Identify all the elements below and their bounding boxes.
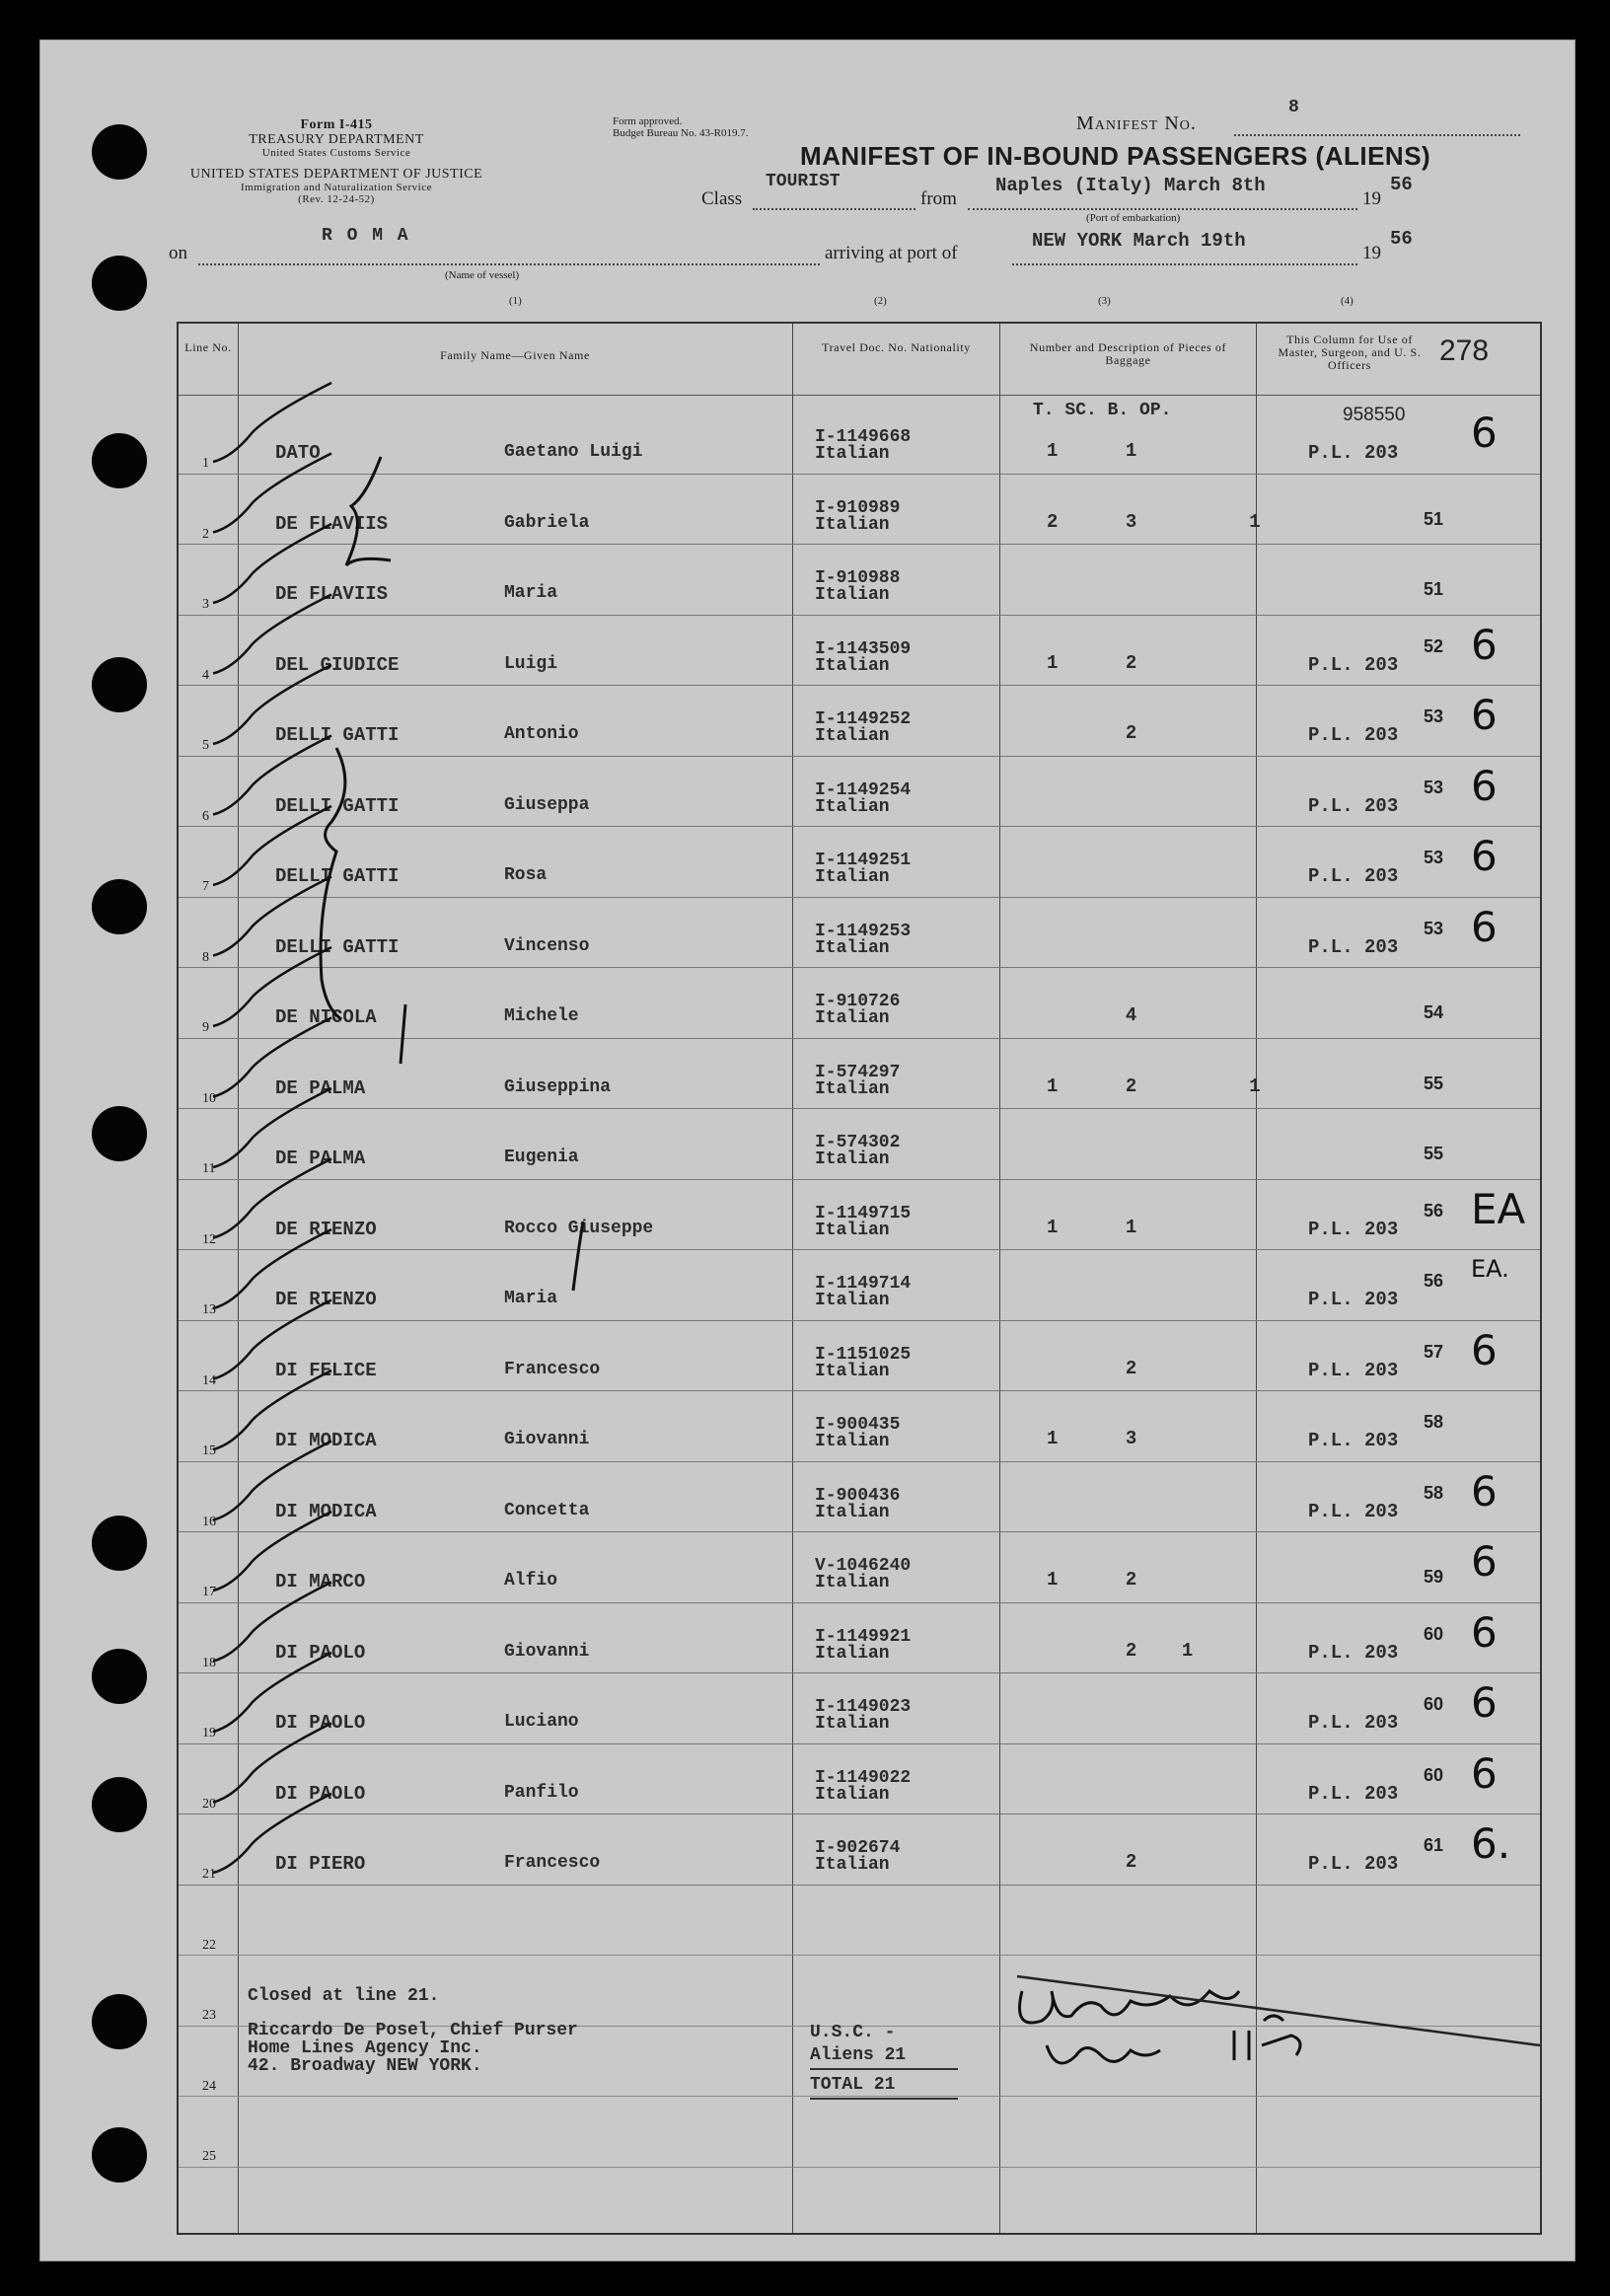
officer-number: 52 bbox=[1424, 635, 1444, 656]
check-tick bbox=[213, 1724, 331, 1803]
check-tick bbox=[213, 736, 331, 815]
revision: (Rev. 12-24-52) bbox=[298, 193, 375, 205]
officer-number: 60 bbox=[1424, 1623, 1444, 1644]
header-line-no: Line No. bbox=[184, 340, 232, 354]
public-law: P.L. 203 bbox=[1308, 1218, 1399, 1240]
from-value: Naples (Italy) March 8th bbox=[995, 175, 1266, 196]
punch-hole bbox=[92, 1994, 147, 2049]
nationality: Italian bbox=[815, 1149, 890, 1169]
header-name: Family Name—Given Name bbox=[440, 348, 590, 362]
nationality: Italian bbox=[815, 726, 890, 746]
manifest-page bbox=[39, 39, 1575, 2261]
port-embarkation-label: (Port of embarkation) bbox=[1086, 212, 1181, 224]
given-name: Eugenia bbox=[504, 1148, 579, 1167]
officer-number: 53 bbox=[1424, 777, 1444, 797]
nationality: Italian bbox=[815, 1502, 890, 1522]
handwritten-mark: EA bbox=[1471, 1184, 1526, 1233]
check-tick bbox=[213, 1512, 331, 1591]
handwritten-mark: 6 bbox=[1471, 620, 1498, 669]
line-number: 25 bbox=[202, 2149, 216, 2164]
travel-doc-number: I-1151025 bbox=[815, 1344, 912, 1365]
customs-service: United States Customs Service bbox=[261, 147, 411, 159]
nationality: Italian bbox=[815, 1432, 890, 1451]
family-name: DE FLAVIIS bbox=[275, 512, 389, 535]
travel-doc-number: I-910726 bbox=[815, 992, 901, 1011]
col-number-3: (3) bbox=[1098, 295, 1111, 307]
baggage-count: 2 bbox=[1047, 722, 1137, 744]
header-doc: Travel Doc. No. Nationality bbox=[822, 340, 971, 354]
punch-hole bbox=[92, 433, 147, 488]
line-number: 12 bbox=[202, 1231, 216, 1247]
handwritten-mark: 6. bbox=[1471, 1819, 1511, 1868]
officer-number: 58 bbox=[1424, 1412, 1444, 1432]
line-number: 1 bbox=[202, 456, 209, 471]
given-name: Panfilo bbox=[504, 1782, 579, 1803]
handwritten-mark: 6 bbox=[1471, 1537, 1498, 1586]
public-law: P.L. 203 bbox=[1308, 1500, 1399, 1522]
family-name: DE PALMA bbox=[275, 1148, 366, 1169]
family-name: DI PAOLO bbox=[275, 1712, 366, 1734]
family-name: DE FLAVIIS bbox=[275, 583, 389, 605]
family-name: DELLI GATTI bbox=[275, 865, 400, 887]
family-name: DELLI GATTI bbox=[275, 794, 400, 817]
check-tick bbox=[213, 1300, 331, 1379]
travel-doc-number: I-1149252 bbox=[815, 709, 912, 729]
nationality: Italian bbox=[815, 1643, 890, 1664]
given-name: Concetta bbox=[504, 1500, 590, 1520]
line-number: 10 bbox=[202, 1090, 216, 1106]
nationality: Italian bbox=[815, 937, 890, 958]
col-number-2: (2) bbox=[874, 295, 887, 307]
handwritten-mark: EA. bbox=[1471, 1255, 1509, 1283]
given-name: Rosa bbox=[504, 865, 548, 885]
col-number-4: (4) bbox=[1341, 295, 1354, 307]
travel-doc-number: I-910988 bbox=[815, 568, 901, 588]
family-name: DI PIERO bbox=[275, 1853, 366, 1875]
travel-doc-number: I-902674 bbox=[815, 1838, 901, 1858]
check-tick bbox=[213, 454, 331, 533]
officer-number: 58 bbox=[1424, 1482, 1444, 1503]
travel-doc-number: I-1149715 bbox=[815, 1203, 912, 1223]
travel-doc-number: I-910989 bbox=[815, 497, 901, 518]
officer-number: 53 bbox=[1424, 848, 1444, 867]
baggage-count: 2 1 bbox=[1047, 1639, 1194, 1662]
year-prefix-from: 19 bbox=[1362, 188, 1381, 209]
baggage-count: 2 bbox=[1047, 1357, 1137, 1379]
brace-palma bbox=[401, 1004, 405, 1064]
baggage-count: 1 2 bbox=[1047, 1569, 1137, 1591]
family-name: DELLI GATTI bbox=[275, 724, 400, 746]
given-name: Maria bbox=[504, 1289, 558, 1308]
punch-hole bbox=[92, 256, 147, 311]
nationality: Italian bbox=[815, 1855, 890, 1875]
given-name: Luciano bbox=[504, 1712, 579, 1732]
travel-doc-number: V-1046240 bbox=[815, 1556, 912, 1576]
nationality: Italian bbox=[815, 1714, 890, 1734]
travel-doc-number: I-1149254 bbox=[815, 779, 912, 800]
given-name: Francesco bbox=[504, 1853, 601, 1873]
vessel-line bbox=[198, 263, 820, 265]
public-law: P.L. 203 bbox=[1308, 865, 1399, 887]
line-number: 9 bbox=[202, 1020, 209, 1035]
family-name: DEL GIUDICE bbox=[275, 653, 400, 676]
family-name: DE RIENZO bbox=[275, 1289, 377, 1310]
officer-number: 55 bbox=[1424, 1073, 1444, 1093]
public-law: P.L. 203 bbox=[1308, 1289, 1399, 1310]
form-approved bbox=[613, 115, 748, 139]
treasury-dept: TREASURY DEPARTMENT bbox=[249, 132, 424, 147]
handwritten-mark: 6 bbox=[1471, 902, 1498, 951]
given-name: Giuseppina bbox=[504, 1076, 612, 1097]
public-law: P.L. 203 bbox=[1308, 1782, 1399, 1805]
check-tick bbox=[213, 877, 331, 956]
travel-doc-number: I-1143509 bbox=[815, 638, 912, 659]
closed-note: Closed at line 21. bbox=[248, 1986, 440, 2006]
baggage-count: 1 1 bbox=[1047, 1216, 1137, 1238]
baggage-count: 2 3 1 bbox=[1047, 510, 1261, 533]
officer-number: 51 bbox=[1424, 579, 1444, 599]
line-number: 23 bbox=[202, 2008, 216, 2023]
travel-doc-number: I-1149921 bbox=[815, 1626, 912, 1647]
baggage-count: 2 bbox=[1047, 1851, 1137, 1873]
public-law: P.L. 203 bbox=[1308, 1853, 1399, 1875]
nationality: Italian bbox=[815, 444, 890, 464]
officer-number: 53 bbox=[1424, 706, 1444, 726]
public-law: P.L. 203 bbox=[1308, 442, 1399, 464]
baggage-count: 1 1 bbox=[1047, 440, 1137, 462]
punch-hole bbox=[92, 1649, 147, 1704]
class-label: Class bbox=[701, 188, 743, 209]
travel-doc-number: I-1149022 bbox=[815, 1767, 912, 1788]
line-number: 11 bbox=[202, 1161, 216, 1176]
officer-number: 55 bbox=[1424, 1144, 1444, 1163]
header-officers: This Column for Use of Master, Surgeon, and U. S. Officers bbox=[1278, 333, 1422, 372]
given-name: Luigi bbox=[504, 653, 558, 674]
arrival-line bbox=[1012, 263, 1357, 265]
travel-doc-number: I-1149253 bbox=[815, 921, 912, 941]
header-baggage: Number and Description of Pieces of Baggage bbox=[1029, 340, 1227, 367]
baggage-count: 1 2 bbox=[1047, 651, 1137, 674]
officer-signature bbox=[1020, 1991, 1301, 2063]
line-number: 19 bbox=[202, 1726, 216, 1741]
line-number: 6 bbox=[202, 808, 209, 824]
line-number: 5 bbox=[202, 738, 209, 753]
given-name: Giovanni bbox=[504, 1641, 590, 1662]
public-law: P.L. 203 bbox=[1308, 935, 1399, 958]
public-law: P.L. 203 bbox=[1308, 724, 1399, 746]
line-number: 15 bbox=[202, 1444, 216, 1458]
handwritten-mark: 6 bbox=[1471, 1607, 1498, 1657]
vessel-name: R O M A bbox=[322, 226, 410, 246]
check-tick bbox=[213, 1229, 331, 1308]
total-line: TOTAL 21 bbox=[810, 2075, 896, 2095]
family-name: DE RIENZO bbox=[275, 1218, 377, 1240]
baggage-count: 1 2 1 bbox=[1047, 1074, 1261, 1097]
passenger-table bbox=[177, 322, 1542, 2235]
from-label: from bbox=[920, 188, 957, 209]
year-prefix-arrive: 19 bbox=[1362, 243, 1381, 263]
check-tick bbox=[213, 1370, 331, 1449]
punch-hole bbox=[92, 879, 147, 934]
given-name: Gaetano Luigi bbox=[504, 442, 643, 462]
handwritten-mark: 6 bbox=[1471, 1466, 1498, 1516]
public-law: P.L. 203 bbox=[1308, 1712, 1399, 1734]
year-arrive: 56 bbox=[1390, 228, 1413, 250]
officer-number: 54 bbox=[1424, 1002, 1444, 1022]
justice-block bbox=[169, 167, 504, 205]
travel-doc-number: I-574297 bbox=[815, 1062, 901, 1082]
line-number: 18 bbox=[202, 1655, 216, 1670]
public-law: P.L. 203 bbox=[1308, 653, 1399, 676]
punch-hole bbox=[92, 2127, 147, 2183]
given-name: Michele bbox=[504, 1006, 579, 1026]
line-number: 20 bbox=[202, 1796, 216, 1812]
family-name: DE NICOLA bbox=[275, 1006, 377, 1028]
officer-number: 61 bbox=[1424, 1835, 1444, 1855]
check-tick bbox=[213, 524, 331, 603]
page-number: 278 bbox=[1439, 334, 1490, 367]
line-number: 24 bbox=[202, 2078, 216, 2094]
officer-number: 56 bbox=[1424, 1200, 1444, 1221]
line-number: 2 bbox=[202, 526, 209, 542]
officer-number: 60 bbox=[1424, 1694, 1444, 1714]
form-approved-text: Form approved. bbox=[613, 115, 683, 127]
punch-hole bbox=[92, 1777, 147, 1832]
nationality: Italian bbox=[815, 1291, 890, 1310]
manifest-no-line bbox=[1234, 134, 1520, 136]
officer-number: 56 bbox=[1424, 1271, 1444, 1291]
given-name: Francesco bbox=[504, 1359, 601, 1379]
line-number: 8 bbox=[202, 949, 209, 965]
baggage-count: 4 bbox=[1047, 1004, 1137, 1026]
handwritten-mark: 6 bbox=[1471, 408, 1498, 457]
ins-service: Immigration and Naturalization Service bbox=[240, 182, 433, 193]
given-name: Rocco Giuseppe bbox=[504, 1218, 654, 1238]
diagonal-rule bbox=[1017, 1976, 1540, 2045]
check-tick bbox=[213, 595, 331, 674]
form-header-block bbox=[188, 117, 484, 159]
line-number: 17 bbox=[202, 1585, 216, 1599]
budget-bureau: Budget Bureau No. 43-R019.7. bbox=[613, 127, 749, 139]
handwritten-mark: 6 bbox=[1471, 691, 1498, 739]
punch-hole bbox=[92, 657, 147, 712]
handwritten-mark: 6 bbox=[1471, 832, 1498, 880]
travel-doc-number: I-1149251 bbox=[815, 851, 912, 870]
punch-hole bbox=[92, 124, 147, 180]
family-name: DI MARCO bbox=[275, 1571, 366, 1592]
travel-doc-number: I-1149668 bbox=[815, 427, 912, 447]
purser-line: Riccardo De Posel, Chief Purser bbox=[248, 2021, 578, 2040]
officer-top-number: 958550 bbox=[1343, 405, 1406, 425]
nationality: Italian bbox=[815, 1573, 890, 1592]
punch-hole bbox=[92, 1516, 147, 1571]
address-line: 42. Broadway NEW YORK. bbox=[248, 2056, 482, 2076]
nationality: Italian bbox=[815, 1078, 890, 1099]
manifest-title: MANIFEST OF IN-BOUND PASSENGERS (ALIENS) bbox=[800, 141, 1431, 171]
officer-number: 57 bbox=[1424, 1341, 1444, 1362]
given-name: Alfio bbox=[504, 1571, 558, 1591]
baggage-types: T. SC. B. OP. bbox=[1033, 401, 1172, 420]
check-tick bbox=[213, 1583, 331, 1662]
line-number: 16 bbox=[202, 1514, 216, 1529]
check-tick bbox=[213, 1653, 331, 1732]
given-name: Gabriela bbox=[504, 512, 590, 533]
travel-doc-number: I-1149714 bbox=[815, 1274, 912, 1294]
nationality: Italian bbox=[815, 1361, 890, 1381]
family-name: DE PALMA bbox=[275, 1076, 366, 1099]
class-value: TOURIST bbox=[766, 172, 841, 191]
vessel-label: (Name of vessel) bbox=[445, 269, 520, 281]
family-name: DI PAOLO bbox=[275, 1782, 366, 1805]
check-tick bbox=[213, 665, 331, 744]
line-number: 21 bbox=[202, 1867, 216, 1882]
officer-number: 53 bbox=[1424, 918, 1444, 938]
given-name: Vincenso bbox=[504, 935, 590, 956]
arrival-value: NEW YORK March 19th bbox=[1032, 230, 1246, 252]
line-number: 22 bbox=[202, 1937, 216, 1953]
given-name: Giuseppa bbox=[504, 794, 590, 815]
line-number: 14 bbox=[202, 1372, 216, 1388]
class-line bbox=[753, 208, 915, 210]
brace-rienzo bbox=[573, 1222, 583, 1291]
nationality: Italian bbox=[815, 585, 890, 605]
check-tick bbox=[213, 806, 331, 885]
line-number: 7 bbox=[202, 879, 209, 894]
public-law: P.L. 203 bbox=[1308, 1359, 1399, 1381]
given-name: Giovanni bbox=[504, 1430, 590, 1449]
check-tick bbox=[213, 1159, 331, 1238]
family-name: DELLI GATTI bbox=[275, 935, 400, 958]
aliens-line: Aliens 21 bbox=[810, 2045, 907, 2065]
handwritten-mark: 6 bbox=[1471, 1325, 1498, 1374]
family-name: DI MODICA bbox=[275, 1500, 377, 1522]
check-tick bbox=[213, 1442, 331, 1520]
nationality: Italian bbox=[815, 796, 890, 817]
check-tick bbox=[213, 1088, 331, 1167]
nationality: Italian bbox=[815, 1784, 890, 1805]
travel-doc-number: I-900436 bbox=[815, 1485, 901, 1506]
travel-doc-number: I-574302 bbox=[815, 1133, 901, 1152]
handwritten-mark: 6 bbox=[1471, 761, 1498, 810]
family-name: DATO bbox=[275, 442, 321, 464]
manifest-no-value: 8 bbox=[1288, 98, 1299, 117]
check-tick bbox=[213, 383, 331, 462]
manifest-no-label: Manifest No. bbox=[1076, 112, 1197, 134]
usc-line: U.S.C. - bbox=[810, 2023, 896, 2042]
agency-line: Home Lines Agency Inc. bbox=[248, 2038, 482, 2058]
family-name: DI PAOLO bbox=[275, 1641, 366, 1664]
nationality: Italian bbox=[815, 867, 890, 887]
handwritten-mark: 6 bbox=[1471, 1748, 1498, 1798]
public-law: P.L. 203 bbox=[1308, 794, 1399, 817]
check-tick bbox=[213, 1018, 331, 1097]
travel-doc-number: I-1149023 bbox=[815, 1697, 912, 1717]
officer-number: 51 bbox=[1424, 508, 1444, 529]
given-name: Antonio bbox=[504, 724, 579, 744]
check-tick bbox=[213, 1794, 331, 1873]
form-number: Form I-415 bbox=[300, 117, 373, 132]
public-law: P.L. 203 bbox=[1308, 1641, 1399, 1664]
check-tick bbox=[213, 947, 331, 1026]
family-name: DI MODICA bbox=[275, 1430, 377, 1451]
public-law: P.L. 203 bbox=[1308, 1430, 1399, 1451]
year-from: 56 bbox=[1390, 174, 1413, 195]
handwritten-marks-layer bbox=[179, 324, 1540, 2233]
family-name: DI FELICE bbox=[275, 1359, 377, 1381]
officer-number: 60 bbox=[1424, 1764, 1444, 1785]
line-number: 3 bbox=[202, 597, 209, 612]
brace-gatti bbox=[321, 748, 345, 1019]
from-line bbox=[968, 208, 1357, 210]
on-label: on bbox=[169, 243, 187, 263]
brace-flaviis bbox=[346, 457, 391, 565]
handwritten-mark: 6 bbox=[1471, 1678, 1498, 1727]
nationality: Italian bbox=[815, 1220, 890, 1240]
baggage-count: 1 3 bbox=[1047, 1428, 1137, 1449]
line-number: 4 bbox=[202, 667, 209, 683]
travel-doc-number: I-900435 bbox=[815, 1415, 901, 1435]
line-number: 13 bbox=[202, 1302, 216, 1317]
officer-number: 59 bbox=[1424, 1567, 1444, 1587]
nationality: Italian bbox=[815, 655, 890, 676]
arriving-label: arriving at port of bbox=[825, 243, 958, 263]
nationality: Italian bbox=[815, 1008, 890, 1028]
justice-dept: UNITED STATES DEPARTMENT OF JUSTICE bbox=[189, 167, 483, 182]
nationality: Italian bbox=[815, 514, 890, 535]
col-number-1: (1) bbox=[509, 295, 522, 307]
punch-hole bbox=[92, 1106, 147, 1161]
given-name: Maria bbox=[504, 583, 558, 603]
